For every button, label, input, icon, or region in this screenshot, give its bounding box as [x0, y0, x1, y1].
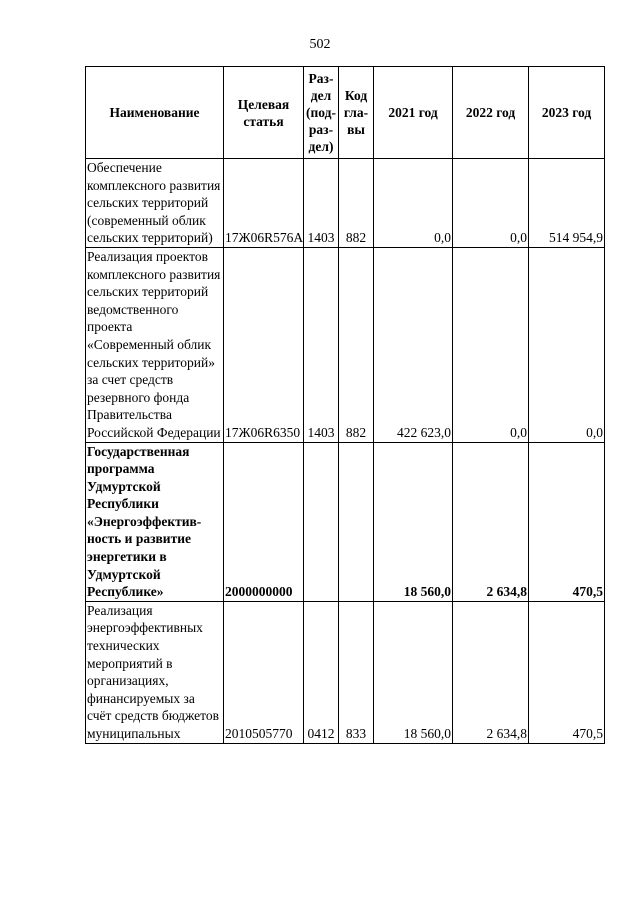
row-section: 1403 [304, 247, 339, 442]
row-2023: 470,5 [529, 601, 605, 743]
header-section: Раз-дел (под-раз-дел) [304, 67, 339, 159]
table-row [86, 601, 605, 743]
row-section [304, 442, 339, 601]
header-row [86, 67, 605, 159]
row-target-article: 2010505770 [224, 601, 304, 743]
header-2021: 2021 год [374, 67, 453, 159]
row-2023: 470,5 [529, 442, 605, 601]
row-2023: 514 954,9 [529, 159, 605, 248]
row-name: Реализация энергоэффективных технических мероприятий в организациях, финансируемых за счёт средств бюджетов муниципальных [86, 601, 224, 743]
row-chapter-code: 882 [339, 159, 374, 248]
row-2021: 18 560,0 [374, 442, 453, 601]
row-target-article: 2000000000 [224, 442, 304, 601]
table-row [86, 442, 605, 601]
row-section: 1403 [304, 159, 339, 248]
budget-table [85, 66, 605, 744]
header-2022: 2022 год [453, 67, 529, 159]
row-2023: 0,0 [529, 247, 605, 442]
row-name: Государственная программа Удмуртской Республики «Энергоэффектив-ность и развитие энергетики в Удмуртской Республике» [86, 442, 224, 601]
row-2022: 0,0 [453, 159, 529, 248]
table-row [86, 159, 605, 248]
header-chapter-code: Код гла-вы [339, 67, 374, 159]
table-row [86, 247, 605, 442]
row-chapter-code: 833 [339, 601, 374, 743]
row-2022: 2 634,8 [453, 601, 529, 743]
header-name: Наименование [86, 67, 224, 159]
row-chapter-code: 882 [339, 247, 374, 442]
row-target-article: 17Ж06R576А [224, 159, 304, 248]
row-2021: 422 623,0 [374, 247, 453, 442]
header-target-article: Целевая статья [224, 67, 304, 159]
row-2022: 2 634,8 [453, 442, 529, 601]
row-name: Обеспечение комплексного развития сельских территорий (современный облик сельских территорий) [86, 159, 224, 248]
row-2021: 0,0 [374, 159, 453, 248]
row-chapter-code [339, 442, 374, 601]
row-2022: 0,0 [453, 247, 529, 442]
row-2021: 18 560,0 [374, 601, 453, 743]
row-target-article: 17Ж06R6350 [224, 247, 304, 442]
row-section: 0412 [304, 601, 339, 743]
header-2023: 2023 год [529, 67, 605, 159]
page-number: 502 [309, 37, 331, 52]
row-name: Реализация проектов комплексного развития сельских территорий ведомственного проекта «Современный облик сельских территорий» за счет средств резервного фонда Правительства Российской Федерации [86, 247, 224, 442]
